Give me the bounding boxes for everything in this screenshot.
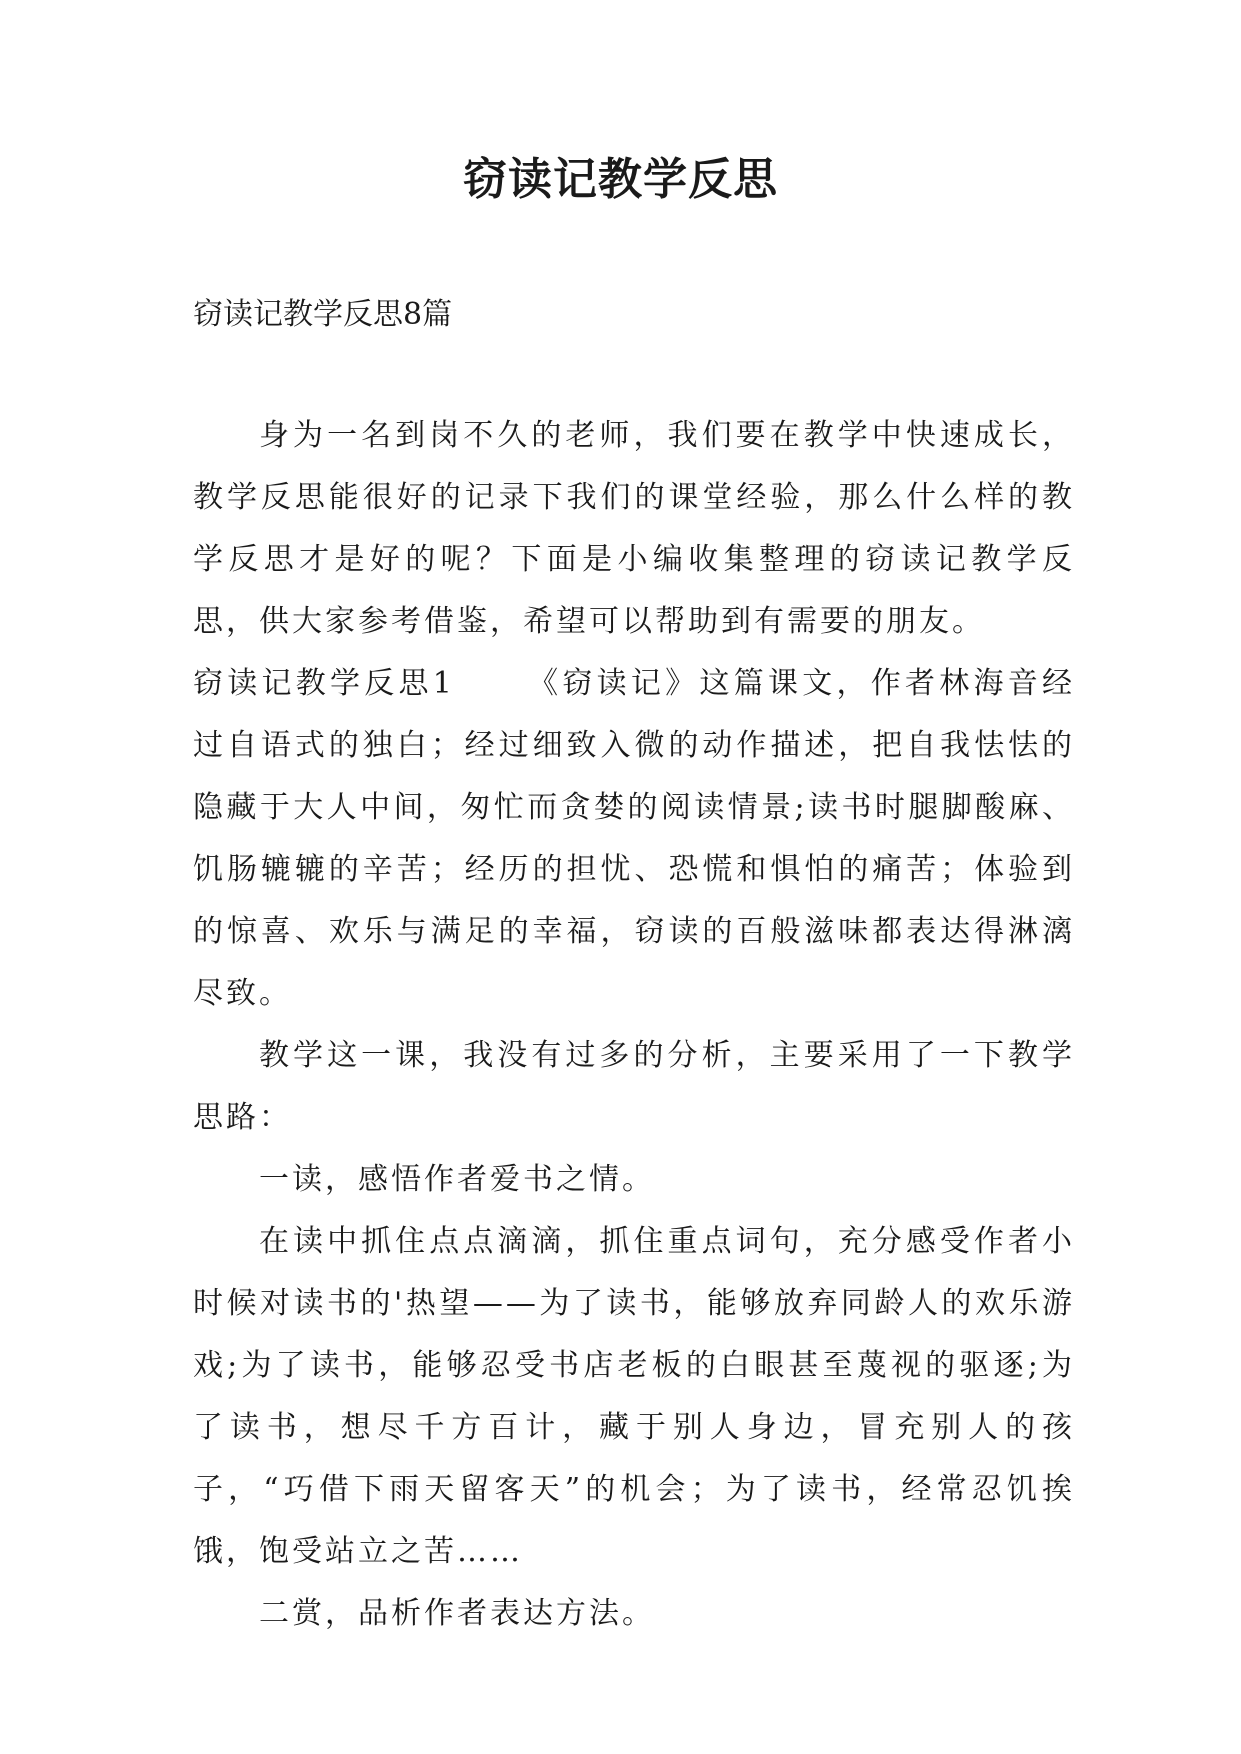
- step-one-heading: 一读，感悟作者爱书之情。: [259, 1162, 655, 1197]
- step-one-paragraph: 在读中抓住点点滴滴，抓住重点词句，充分感受作者小时候对读书的'热望——为了读书，能够放弃同龄人的欢乐游戏;为了读书，能够忍受书店老板的白眼甚至蔑视的驱逐;为了读书，想尽千方百计，藏于别人身边，冒充别人的孩子，“巧借下雨天留客天”的机会；为了读书，经常忍饥挨饿，饱受站立之苦……: [193, 1224, 1075, 1569]
- section-1-paragraph: [193, 653, 1075, 1025]
- teaching-approach-paragraph: 教学这一课，我没有过多的分析，主要采用了一下教学思路：: [193, 1038, 1075, 1135]
- section-1-text: 《窃读记》这篇课文，作者林海音经过自语式的独白；经过细致入微的动作描述，把自我怯怯的隐藏于大人中间，匆忙而贪婪的阅读情景;读书时腿脚酸麻、饥肠辘辘的辛苦；经历的担忧、恐慌和惧怕的痛苦；体验到的惊喜、欢乐与满足的幸福，窃读的百般滋味都表达得淋漓尽致。: [193, 666, 1075, 1011]
- step-two-heading: 二赏，品析作者表达方法。: [259, 1596, 655, 1631]
- document-title: 窃读记教学反思: [463, 154, 778, 205]
- section-1-label: 窃读记教学反思1: [193, 666, 455, 701]
- document-subtitle: 窃读记教学反思8篇: [193, 297, 453, 332]
- document-body: [193, 405, 1075, 1645]
- intro-paragraph: 身为一名到岗不久的老师，我们要在教学中快速成长，教学反思能很好的记录下我们的课堂经验，那么什么样的教学反思才是好的呢？下面是小编收集整理的窃读记教学反思，供大家参考借鉴，希望可以帮助到有需要的朋友。: [193, 418, 1075, 639]
